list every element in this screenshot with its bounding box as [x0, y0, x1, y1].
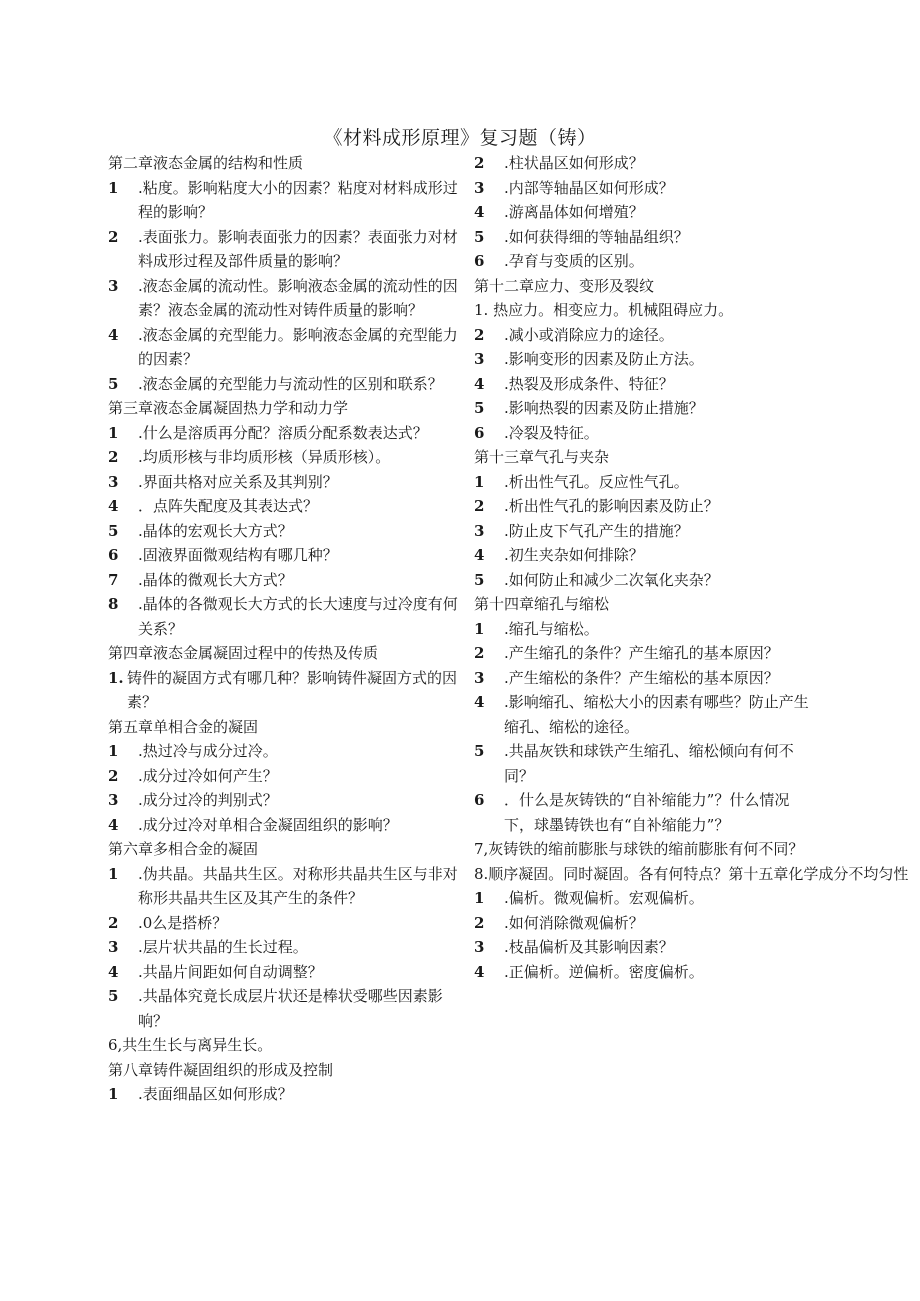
question-text: .如何获得细的等轴晶组织？ — [504, 227, 689, 246]
question-text: .成分过冷的判别式？ — [138, 791, 278, 809]
question-item — [108, 421, 458, 446]
question-number: 1 — [474, 889, 485, 907]
question-text: .影响缩孔、缩松大小的因素有哪些？防止产生缩孔、缩松的途径。 — [504, 693, 809, 736]
section-line: 第三章液态金属凝固热力学和动力学 — [108, 399, 349, 417]
question-number: 1 — [474, 619, 485, 638]
question-text: .析出性气孔。反应性气孔。 — [504, 472, 689, 491]
question-item — [474, 200, 819, 225]
question-number: 2 — [108, 766, 119, 785]
question-item — [108, 960, 458, 985]
question-item — [474, 666, 819, 691]
question-text: .如何防止和减少二次氧化夹杂？ — [504, 570, 719, 589]
question-item — [108, 323, 458, 372]
question-text: .液态金属的充型能力与流动性的区别和联系？ — [138, 374, 443, 393]
question-text: .正偏析。逆偏析。密度偏析。 — [504, 962, 704, 981]
question-item — [108, 813, 458, 838]
question-number: 5 — [474, 570, 485, 589]
question-text: .共晶灰铁和球铁产生缩孔、缩松倾向有何不同？ — [504, 742, 794, 785]
question-item — [474, 739, 819, 788]
question-text: .如何消除微观偏析？ — [504, 913, 644, 932]
question-text: .析出性气孔的影响因素及防止？ — [504, 497, 719, 515]
question-item — [474, 641, 819, 666]
question-number: 5 — [108, 374, 119, 393]
question-number: 5 — [474, 742, 485, 760]
question-text: .枝晶偏析及其影响因素？ — [504, 938, 674, 956]
question-number: 2 — [108, 913, 119, 932]
question-text: .固液界面微观结构有哪几种？ — [138, 546, 338, 564]
question-number: 5 — [474, 399, 485, 417]
question-text: .孕育与变质的区别。 — [504, 252, 644, 270]
section-line: 8.顺序凝固。同时凝固。各有何特点？第十五章化学成分不均匀性 — [474, 864, 909, 883]
question-number: 4 — [474, 374, 485, 393]
question-text: .冷裂及特征。 — [504, 423, 599, 442]
question-number: 4 — [474, 546, 485, 564]
question-item — [474, 225, 819, 250]
question-text: .液态金属的充型能力。影响液态金属的充型能力的因素？ — [138, 325, 458, 368]
question-text: .偏析。微观偏析。宏观偏析。 — [504, 889, 704, 907]
question-item — [474, 935, 819, 960]
question-item — [108, 984, 458, 1033]
question-item — [474, 519, 819, 544]
question-number: 3 — [474, 938, 485, 956]
question-text: .晶体的宏观长大方式？ — [138, 521, 293, 540]
question-item — [474, 617, 819, 642]
question-item — [474, 249, 819, 274]
question-item — [108, 764, 458, 789]
section-line: 第十三章气孔与夹杂 — [474, 448, 610, 466]
section-line: 第四章液态金属凝固过程中的传热及传质 — [108, 644, 379, 662]
question-number: 5 — [108, 521, 119, 540]
question-item — [474, 960, 819, 985]
question-number: 4 — [474, 962, 485, 981]
question-text: .影响热裂的因素及防止措施？ — [504, 399, 704, 417]
question-number: 3 — [108, 938, 119, 956]
question-item — [474, 886, 819, 911]
question-text: ．什么是灰铸铁的“自补缩能力”？什么情况下，球墨铸铁也有“自补缩能力”？ — [504, 791, 790, 834]
question-text: .产生缩松的条件？产生缩松的基本原因？ — [504, 668, 779, 687]
question-text: .伪共晶。共晶共生区。对称形共晶共生区与非对称形共晶共生区及其产生的条件？ — [138, 864, 458, 907]
question-item — [474, 396, 819, 421]
right-column — [474, 151, 909, 984]
question-text: .均质形核与非均质形核（异质形核）。 — [138, 448, 391, 466]
question-number: 2 — [474, 154, 485, 172]
question-number: 1 — [108, 742, 119, 760]
question-item — [108, 935, 458, 960]
section-line: 第十四章缩孔与缩松 — [474, 595, 610, 613]
section-line: 第八章铸件凝固组织的形成及控制 — [108, 1060, 334, 1079]
question-item — [108, 176, 458, 225]
question-number: 2 — [108, 448, 119, 466]
question-text: .游离晶体如何增殖？ — [504, 203, 644, 221]
question-text: .成分过冷对单相合金凝固组织的影响？ — [138, 815, 398, 834]
question-text: .减小或消除应力的途径。 — [504, 325, 674, 344]
question-number: 4 — [108, 962, 119, 981]
question-number: 4 — [474, 203, 485, 221]
section-line: 6,共生生长与离异生长。 — [108, 1036, 273, 1054]
question-item — [474, 690, 819, 739]
question-number: 1 — [108, 423, 119, 442]
question-item — [108, 494, 458, 519]
question-item — [474, 151, 819, 176]
question-text: ．点阵失配度及其表达式？ — [138, 497, 319, 515]
question-number: 8 — [108, 595, 119, 613]
question-item — [474, 494, 819, 519]
question-text: 铸件的凝固方式有哪几种？影响铸件凝固方式的因素？ — [127, 668, 458, 711]
question-number: 5 — [108, 987, 119, 1005]
question-number: 6 — [474, 252, 485, 270]
question-item — [474, 421, 819, 446]
question-text: .液态金属的流动性。影响液态金属的流动性的因素？液态金属的流动性对铸件质量的影响？ — [138, 276, 458, 319]
question-number: 1 — [108, 178, 119, 197]
question-text: .界面共格对应关系及其判别？ — [138, 472, 338, 491]
question-number: 2 — [108, 227, 119, 246]
question-item — [474, 470, 819, 495]
question-text: .成分过冷如何产生？ — [138, 766, 278, 785]
section-line: 第十二章应力、变形及裂纹 — [474, 276, 655, 295]
question-item — [108, 592, 458, 641]
question-item — [108, 862, 458, 911]
question-item — [474, 568, 819, 593]
question-item — [108, 543, 458, 568]
section-line: 第二章液态金属的结构和性质 — [108, 154, 304, 172]
question-number: 4 — [474, 693, 485, 711]
question-number: 1 — [108, 864, 119, 883]
question-text: .共晶体究竟长成层片状还是棒状受哪些因素影响？ — [138, 987, 443, 1030]
question-text: .热裂及形成条件、特征？ — [504, 374, 674, 393]
question-text: .缩孔与缩松。 — [504, 619, 599, 638]
question-number: 6 — [474, 423, 485, 442]
question-item — [108, 1082, 458, 1107]
question-number: 7 — [108, 570, 119, 589]
question-text: .表面细晶区如何形成？ — [138, 1085, 293, 1103]
question-item — [108, 519, 458, 544]
question-item — [108, 666, 458, 715]
question-item — [474, 372, 819, 397]
section-line: 第五章单相合金的凝固 — [108, 717, 259, 736]
question-number: 1 — [108, 1085, 119, 1103]
question-number: 4 — [108, 325, 119, 344]
question-number: 3 — [474, 178, 485, 197]
question-number: 2 — [474, 913, 485, 932]
section-line: 7,灰铸铁的缩前膨胀与球铁的缩前膨胀有何不同？ — [474, 840, 804, 858]
question-item — [108, 568, 458, 593]
question-text: .防止皮下气孔产生的措施？ — [504, 521, 689, 540]
document-title: 《材料成形原理》复习题（铸） — [323, 127, 597, 149]
question-text: .共晶片间距如何自动调整？ — [138, 962, 323, 981]
question-item — [474, 347, 819, 372]
question-text: .柱状晶区如何形成？ — [504, 154, 644, 172]
question-number: 2 — [474, 497, 485, 515]
question-text: .晶体的各微观长大方式的长大速度与过冷度有何关系？ — [138, 595, 458, 638]
question-number: 1. — [108, 668, 124, 687]
question-item — [108, 739, 458, 764]
question-item — [474, 911, 819, 936]
question-item — [474, 323, 819, 348]
question-item — [108, 445, 458, 470]
question-text: .表面张力。影响表面张力的因素？表面张力对材料成形过程及部件质量的影响？ — [138, 227, 458, 270]
question-text: .晶体的微观长大方式？ — [138, 570, 293, 589]
question-number: 3 — [108, 276, 119, 295]
question-item — [108, 274, 458, 323]
question-number: 3 — [108, 472, 119, 491]
question-item — [474, 543, 819, 568]
question-number: 3 — [108, 791, 119, 809]
question-text: .初生夹杂如何排除？ — [504, 546, 644, 564]
question-text: .产生缩孔的条件？产生缩孔的基本原因？ — [504, 644, 779, 662]
question-number: 4 — [108, 815, 119, 834]
question-item — [108, 470, 458, 495]
question-number: 6 — [108, 546, 119, 564]
question-number: 6 — [474, 791, 485, 809]
question-number: 3 — [474, 668, 485, 687]
question-text: .层片状共晶的生长过程。 — [138, 938, 308, 956]
question-item — [474, 788, 819, 837]
section-line: 第六章多相合金的凝固 — [108, 840, 259, 858]
question-number: 2 — [474, 644, 485, 662]
question-item — [108, 911, 458, 936]
question-text: .热过冷与成分过冷。 — [138, 742, 278, 760]
question-number: 1 — [474, 472, 485, 491]
question-number: 5 — [474, 227, 485, 246]
question-number: 4 — [108, 497, 119, 515]
question-number: 3 — [474, 350, 485, 368]
question-text: .影响变形的因素及防止方法。 — [504, 350, 704, 368]
question-number: 2 — [474, 325, 485, 344]
section-line: 1. 热应力。相变应力。机械阻碍应力。 — [474, 301, 734, 319]
question-number: 3 — [474, 521, 485, 540]
question-item — [474, 176, 819, 201]
question-text: .什么是溶质再分配？溶质分配系数表达式？ — [138, 423, 428, 442]
question-text: .粘度。影响粘度大小的因素？粘度对材料成形过程的影响？ — [138, 178, 458, 221]
question-item — [108, 788, 458, 813]
question-text: .0么是搭桥？ — [138, 913, 228, 932]
question-text: .内部等轴晶区如何形成？ — [504, 178, 674, 197]
left-column — [108, 151, 458, 1107]
question-item — [108, 372, 458, 397]
question-item — [108, 225, 458, 274]
